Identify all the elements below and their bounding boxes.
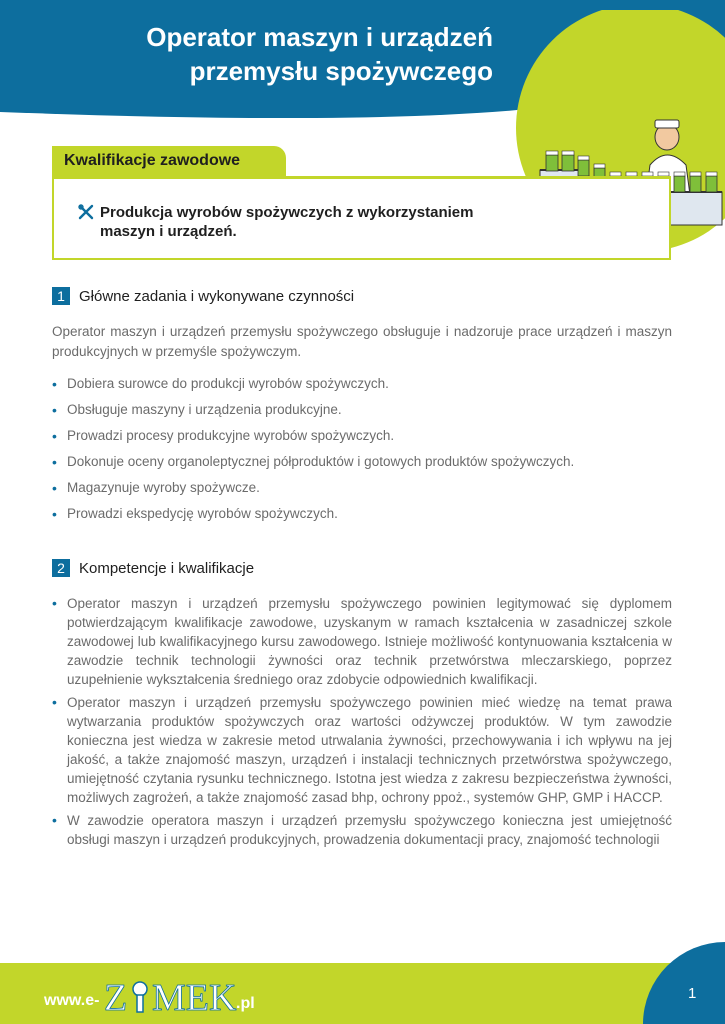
bullet-icon: • [52,694,57,710]
e-zamek-logo[interactable] [104,976,264,1016]
list-item-text: Dokonuje oceny organoleptycznej półproduktów i gotowych produktów spożywczych. [67,454,575,469]
svg-text:MEK: MEK [152,977,237,1016]
bullet-icon: • [52,428,57,444]
bullet-icon: • [52,506,57,522]
section-2-heading [52,559,254,577]
bullet-icon: • [52,595,57,611]
tools-icon [78,204,94,220]
list-item [52,504,672,530]
list-item [52,478,672,504]
list-item [52,374,672,400]
tasks-list [52,374,672,530]
list-item [52,426,672,452]
footer-page-corner [640,940,725,1024]
page-number: 1 [688,985,697,1002]
qualifications-box [52,176,671,260]
list-item-text: Prowadzi procesy produkcyjne wyrobów spożywczych. [67,428,395,443]
bullet-icon: • [52,480,57,496]
qualification-line-1: Produkcja wyrobów spożywczych z wykorzystaniem [100,204,474,221]
title-line-2: przemysłu spożywczego [189,56,493,86]
list-item-text: Magazynuje wyroby spożywcze. [67,480,260,495]
list-item-text: Prowadzi ekspedycję wyrobów spożywczych. [67,506,338,521]
bullet-icon: • [52,454,57,470]
list-item-text: Dobiera surowce do produkcji wyrobów spożywczych. [67,376,389,391]
title-line-1: Operator maszyn i urządzeń [146,22,493,52]
page-title [146,20,493,88]
bullet-icon: • [52,376,57,392]
list-item [52,811,672,849]
competencies-list [52,594,672,853]
list-item [52,400,672,426]
qualification-line-2: maszyn i urządzeń. [100,223,237,240]
section-title: Kompetencje i kwalifikacje [79,559,255,577]
qualifications-heading: Kwalifikacje zawodowe [64,152,241,169]
svg-text:Z: Z [104,977,128,1016]
section-1-heading [52,287,354,305]
list-item [52,594,672,689]
footer-url-prefix[interactable]: www.e- [44,992,100,1009]
list-item [52,693,672,807]
section-title: Główne zadania i wykonywane czynności [79,287,355,305]
list-item-text: Operator maszyn i urządzeń przemysłu spożywczego powinien legitymować się dyplomem potwierdzającym kwalifikacje zawodowe, uzyskanym w ramach kształcenia w zasadniczej szkole zawodowej lub kwalifikacyjnego kursu zawodowego. Istnieje możliwość kontynuowania kształcenia w zawodzie technik technologii żywności oraz technik przetwórstwa mleczarskiego, poprzez uzupełnienie wykształcenia średniego oraz zdobycie odpowiednich kwalifikacji. [67,596,672,687]
list-item-text: Obsługuje maszyny i urządzenia produkcyjne. [67,402,342,417]
bullet-icon: • [52,812,57,828]
list-item-text: W zawodzie operatora maszyn i urządzeń przemysłu spożywczego konieczna jest umiejętność obsługi maszyn i urządzeń produkcyjnych, prowadzenia dokumentacji pracy, znajomość technologii [67,813,672,847]
section-number-badge: 1 [52,287,70,305]
section-number-badge: 2 [52,559,70,577]
section-1-intro: Operator maszyn i urządzeń przemysłu spożywczego obsługuje i nadzoruje prace urządzeń i maszyn produkcyjnych w przemyśle spożywczym. [52,324,672,359]
bullet-icon: • [52,402,57,418]
svg-text:.pl: .pl [236,995,255,1012]
list-item [52,452,672,478]
qualification-item [78,203,473,241]
qualifications-tab [52,146,286,178]
list-item-text: Operator maszyn i urządzeń przemysłu spożywczego powinien mieć wiedzę na temat prawa wytwarzania produktów spożywczych oraz wartości odżywczej produktów. W tym zawodzie konieczna jest wiedza w zakresie metod utrwalania żywności, przechowywania i ich wpływu na jej jakość, a także znajomość maszyn, urządzeń i instalacji technicznych przetwórstwa spożywczego, umiejętność czytania rysunku technicznego. Istotna jest wiedza z zakresu bezpieczeństwa żywności, możliwych zagrożeń, a także znajomość zasad bhp, ochrony ppoż., systemów GHP, GMP i HACCP. [67,695,672,805]
